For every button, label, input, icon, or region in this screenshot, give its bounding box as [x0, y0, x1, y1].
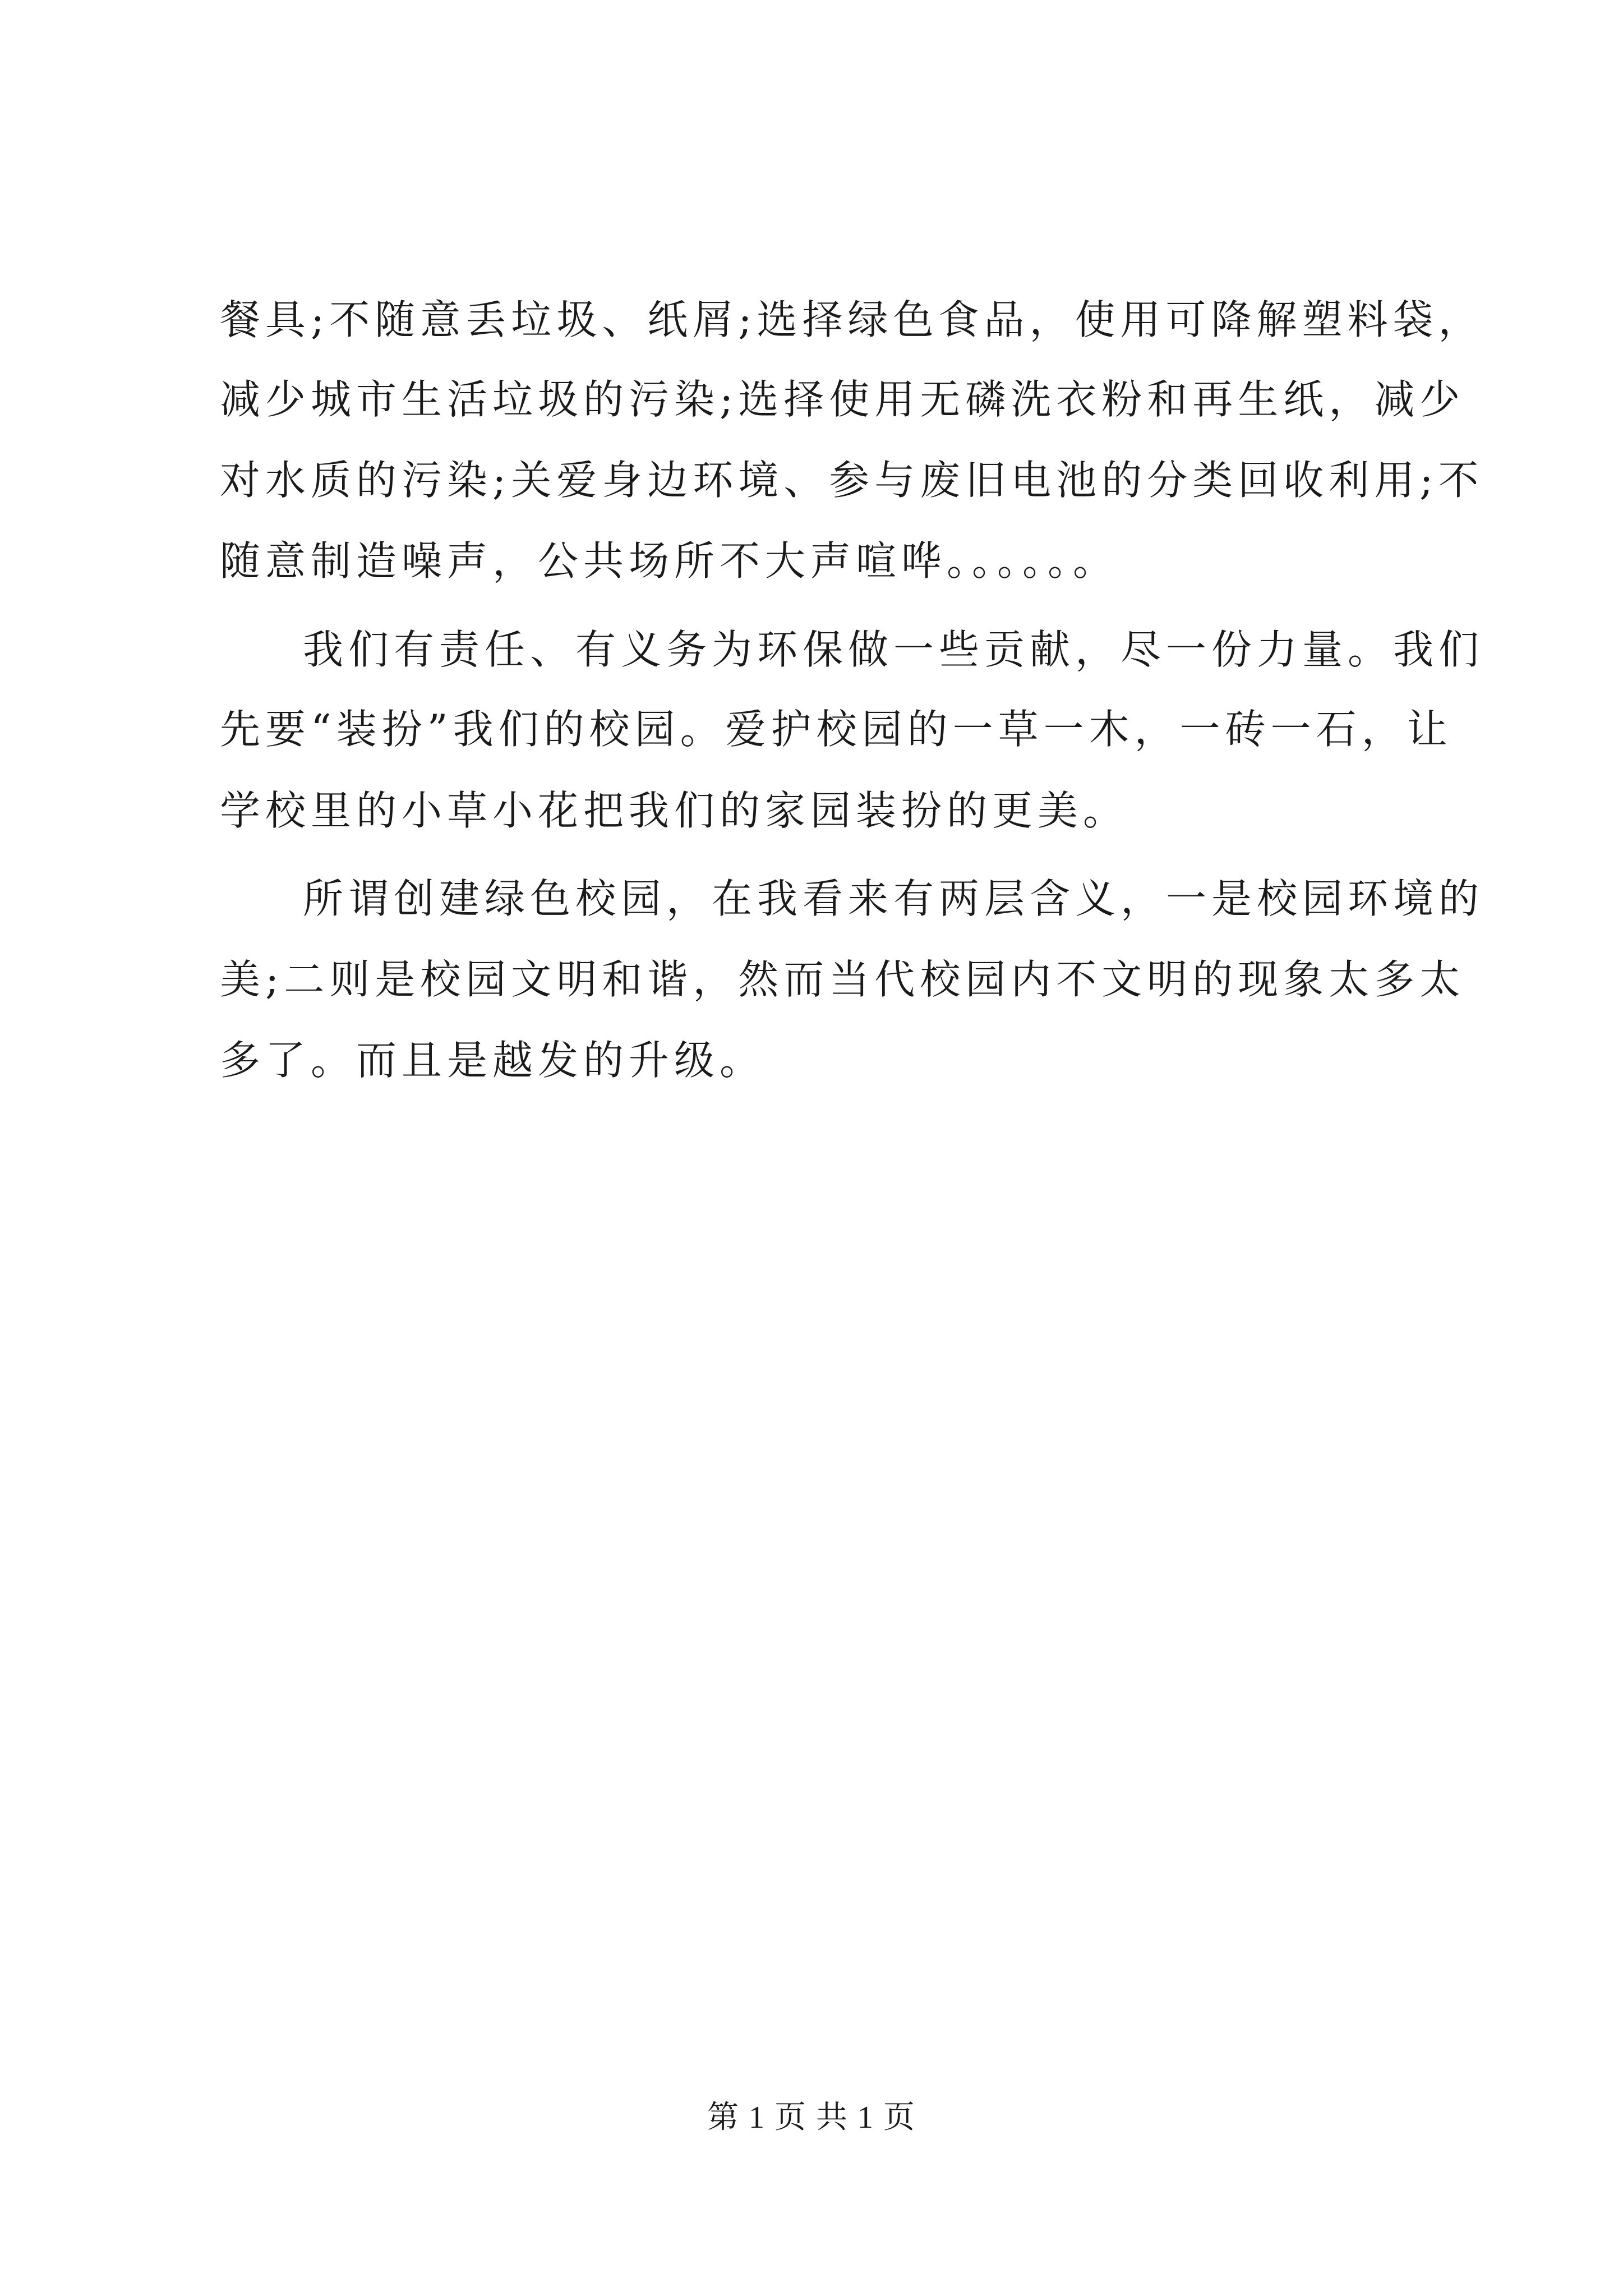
paragraph-3-line-1: 所谓创建绿色校园，在我看来有两层含义，一是校园环境的 — [303, 875, 1484, 922]
paragraph-1-line-4: 随意制造噪声，公共场所不大声喧哗。。。。。。 — [220, 537, 1119, 585]
page-footer: 第 1 页 共 1 页 — [707, 2100, 916, 2135]
paragraph-1-line-2: 减少城市生活垃圾的污染;选择使用无磷洗衣粉和再生纸，减少 — [220, 376, 1465, 423]
paragraph-2-line-1: 我们有责任、有义务为环保做一些贡献，尽一份力量。我们 — [303, 626, 1484, 673]
paragraph-1-line-3: 对水质的污染;关爱身边环境、参与废旧电池的分类回收利用;不 — [220, 457, 1484, 504]
paragraph-3-line-3: 多了。而且是越发的升级。 — [220, 1037, 766, 1084]
paragraph-3-line-2: 美;二则是校园文明和谐，然而当代校园内不文明的现象太多太 — [220, 956, 1465, 1003]
paragraph-2-line-2: 先要“装扮”我们的校园。爱护校园的一草一木，一砖一石，让 — [220, 706, 1453, 753]
paragraph-2-line-3: 学校里的小草小花把我们的家园装扮的更美。 — [220, 787, 1129, 834]
paragraph-1-line-1: 餐具;不随意丢垃圾、纸屑;选择绿色食品，使用可降解塑料袋， — [220, 296, 1484, 343]
